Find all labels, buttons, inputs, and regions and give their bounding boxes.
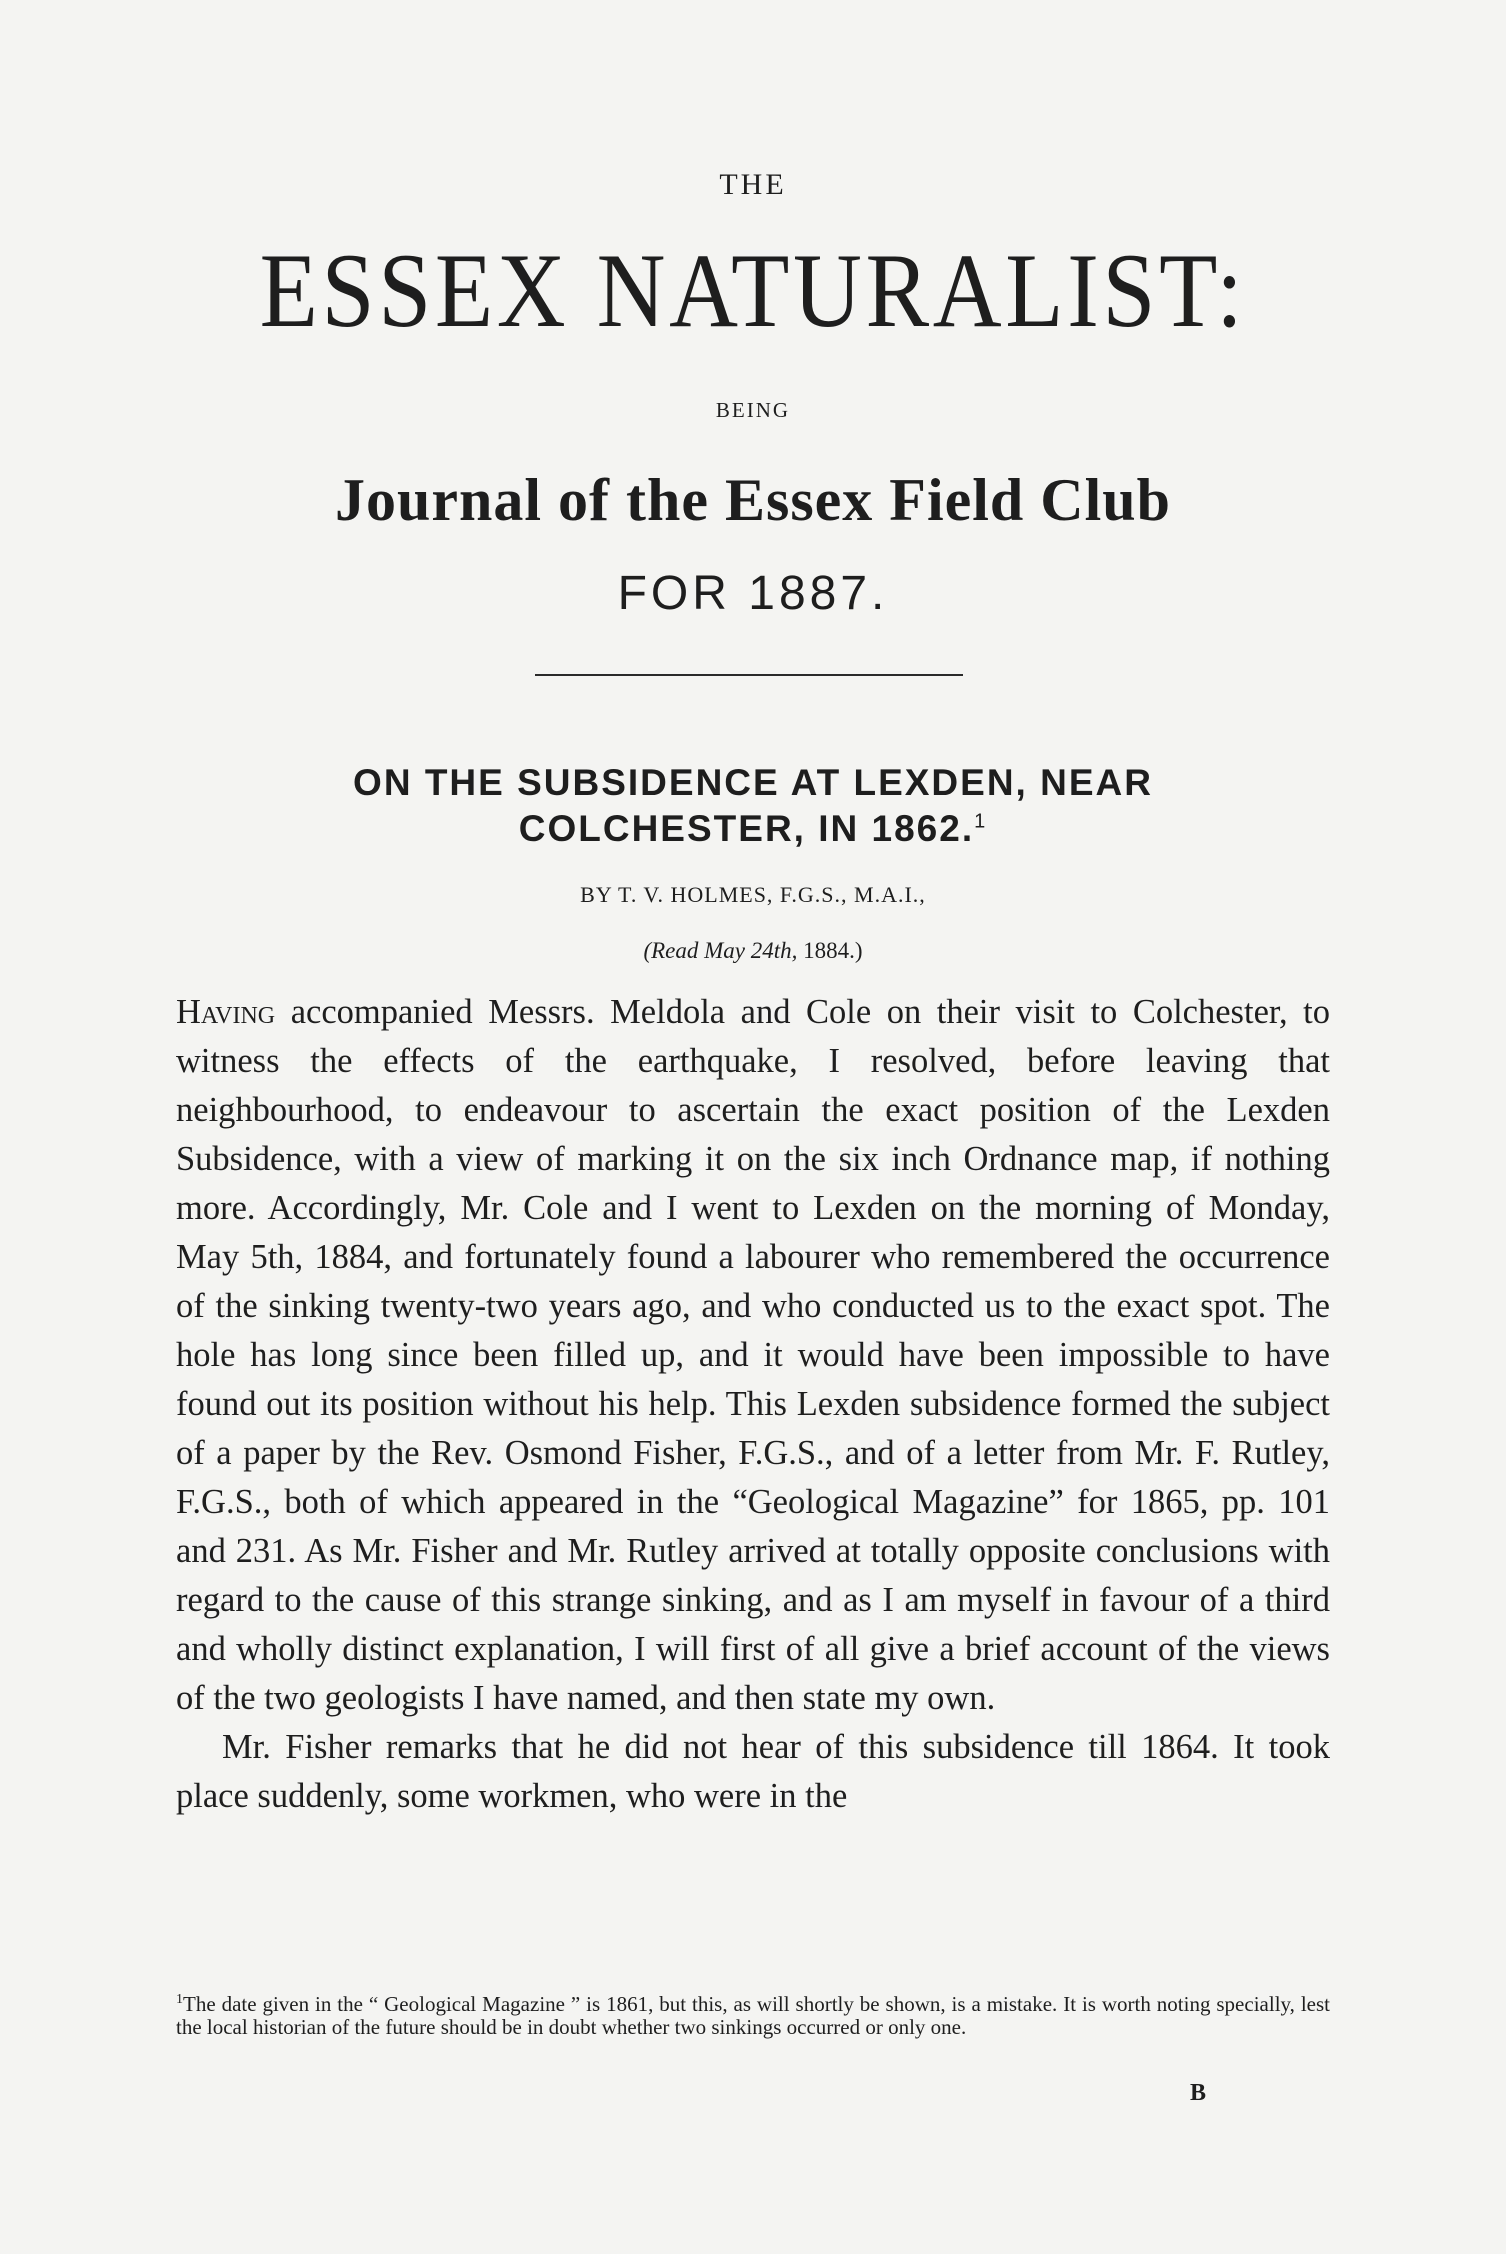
- read-date: [0, 938, 1506, 964]
- paragraph-2: Mr. Fisher remarks that he did not hear of this subsidence till 1864. It took place suddenly, some workmen, who were in the: [176, 1728, 1330, 1815]
- paragraph-1-text: accompanied Messrs. Meldola and Cole on their visit to Colchester, to witness the effects of the earthquake, I resolved, before leaving that neighbourhood, to endeavour to ascertain the exact position of the Lexden Subsidence, with a view of marking it on the six inch Ordnance map, if nothing more. Accordingly, Mr. Cole and I went to Lexden on the morning of Monday, May 5th, 1884, and fortunately found a labourer who remembered the occurrence of the sinking twenty-two years ago, and who conducted us to the exact spot. The hole has long since been filled up, and it would have been impossible to have found out its position without his help. This Lexden subsidence formed the subject of a paper by the Rev. Osmond Fisher, F.G.S., and of a letter from Mr. F. Rutley, F.G.S., both of which appeared in the “Geological Magazine” for 1865, pp. 101 and 231. As Mr. Fisher and Mr. Rutley arrived at totally opposite conclusions with regard to the cause of this strange sinking, and as I am myself in favour of a third and wholly distinct explanation, I will first of all give a brief account of the views of the two geologists I have named, and then state my own.: [176, 993, 1330, 1717]
- article-title-line-2: [0, 806, 1506, 852]
- masthead-article: THE: [719, 168, 787, 201]
- signature-mark: B: [1190, 2080, 1207, 2106]
- masthead-being: BEING: [715, 398, 791, 422]
- paragraph-1: [176, 988, 1330, 1723]
- article-title-line-1: ON THE SUBSIDENCE AT LEXDEN, NEAR: [353, 762, 1153, 803]
- footnote-reference[interactable]: 1: [974, 810, 988, 833]
- divider-rule: [535, 674, 963, 676]
- article-title-line-2-text: COLCHESTER, IN 1862.: [518, 808, 975, 849]
- read-date-prefix: (Read May 24th,: [643, 938, 804, 963]
- footnote: [176, 1988, 1330, 2039]
- journal-masthead: ESSEX NATURALIST:: [259, 232, 1247, 349]
- paragraph-1-lead: Having: [176, 993, 276, 1031]
- read-date-year: 1884.): [803, 938, 863, 963]
- article-body: [176, 988, 1330, 1821]
- journal-subtitle: Journal of the Essex Field Club: [334, 467, 1172, 533]
- footnote-mark: 1: [176, 1992, 183, 2007]
- journal-year: FOR 1887.: [617, 567, 889, 620]
- article-byline: BY T. V. HOLMES, F.G.S., M.A.I.,: [580, 882, 926, 907]
- footnote-text: The date given in the “ Geological Magazine ” is 1861, but this, as will shortly be shown, is a mistake. It is worth noting specially, lest the local historian of the future should be in doubt whether two sinkings occurred or only one.: [176, 1992, 1330, 2039]
- article-title: [0, 760, 1506, 852]
